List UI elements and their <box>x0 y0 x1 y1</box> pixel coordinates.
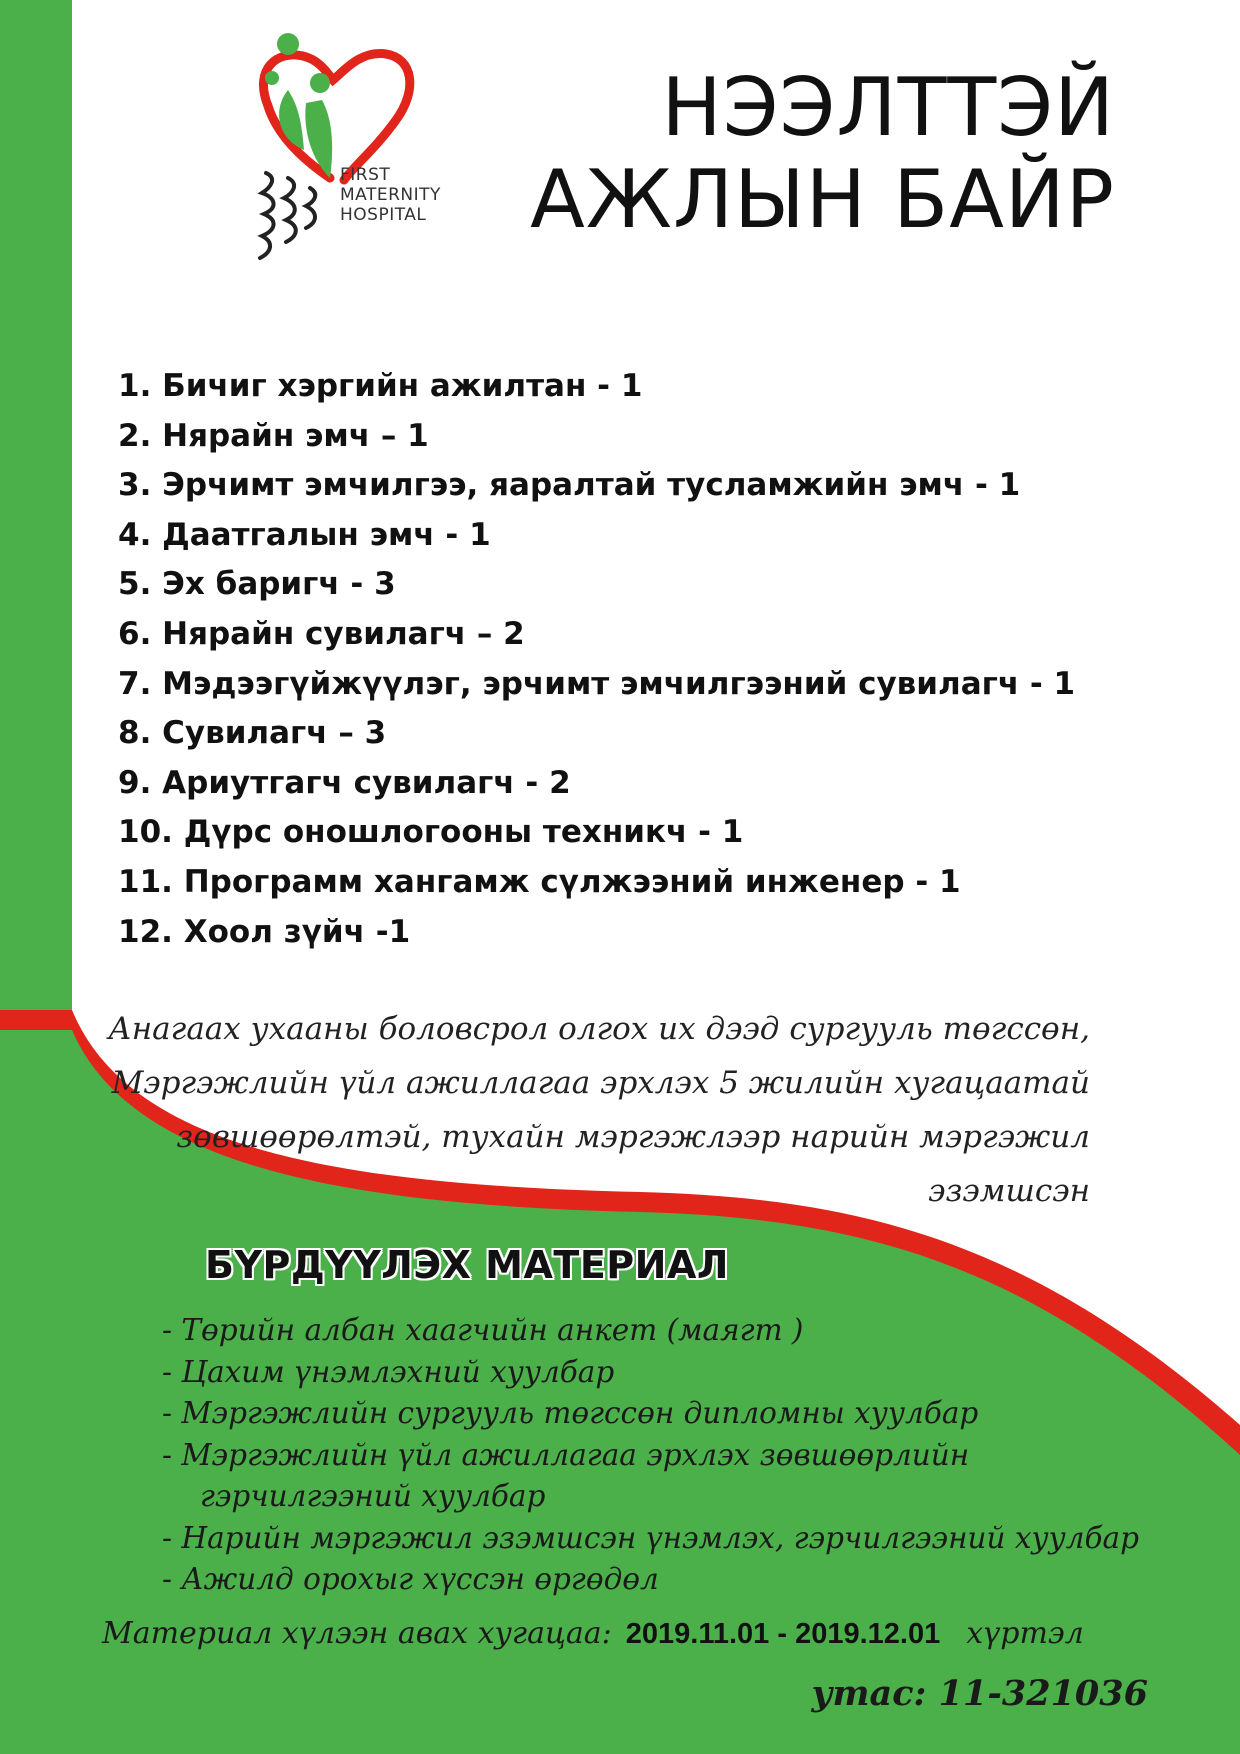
material-item: - Мэргэжлийн сургууль төгссөн дипломны хуулбар <box>162 1396 979 1430</box>
material-item-continued: гэрчилгээний хуулбар <box>200 1479 546 1513</box>
material-item: - Цахим үнэмлэхний хуулбар <box>162 1354 615 1389</box>
job-item: 10. Дүрс оношлогооны техникч - 1 <box>118 814 744 851</box>
job-item: 6. Нярайн сувилагч – 2 <box>118 615 525 652</box>
requirement-line: Анагаах ухааны боловсрол олгох их дээд сургууль төгссөн, <box>108 1011 1090 1047</box>
material-item: - Мэргэжлийн үйл ажиллагаа эрхлэх зөвшөөрлийн <box>162 1437 970 1472</box>
materials-list <box>162 1310 1139 1601</box>
materials-heading: БҮРДҮҮЛЭХ МАТЕРИАЛ <box>205 1243 729 1287</box>
job-item: 1. Бичиг хэргийн ажилтан - 1 <box>118 368 643 404</box>
job-list <box>118 362 1075 957</box>
requirement-text <box>90 1002 1090 1218</box>
material-item: - Ажилд орохыг хүссэн өргөдөл <box>162 1562 659 1596</box>
title-line-2: АЖЛЫН БАЙР <box>530 153 1115 246</box>
material-item: - Төрийн албан хаагчийн анкет (маягт ) <box>162 1313 804 1347</box>
job-item: 5. Эх баригч - 3 <box>118 566 396 603</box>
page-title <box>530 62 1115 246</box>
job-item: 4. Даатгалын эмч - 1 <box>118 516 491 553</box>
job-item: 3. Эрчимт эмчилгээ, яаралтай тусламжийн эмч - 1 <box>118 467 1021 504</box>
job-item: 8. Сувилагч – 3 <box>118 715 387 752</box>
job-item: 11. Программ хангамж сүлжээний инженер - 1 <box>118 863 961 900</box>
requirement-line: Мэргэжлийн үйл ажиллагаа эрхлэх 5 жилийн хугацаатай <box>111 1065 1090 1101</box>
logo-text <box>340 165 441 225</box>
job-item: 9. Ариутгагч сувилагч - 2 <box>118 764 571 801</box>
requirement-line: зөвшөөрөлтэй, тухайн мэргэжлээр нарийн мэргэжил <box>176 1119 1090 1155</box>
deadline-label: Материал хүлээн авах хугацаа: <box>102 1616 612 1651</box>
deadline-line <box>102 1612 1084 1656</box>
logo-line-1: FIRST <box>340 165 391 185</box>
hospital-logo-icon <box>248 28 478 268</box>
deadline-dates: 2019.11.01 - 2019.12.01 <box>625 1618 941 1650</box>
title-line-1: НЭЭЛТТЭЙ <box>661 61 1115 154</box>
deadline-suffix: хүртэл <box>966 1616 1084 1651</box>
job-item: 2. Нярайн эмч – 1 <box>118 417 429 454</box>
logo-line-3: HOSPITAL <box>340 205 427 225</box>
job-item: 12. Хоол зүйч -1 <box>118 913 411 950</box>
requirement-line: эзэмшсэн <box>928 1173 1090 1209</box>
material-item: - Нарийн мэргэжил эзэмшсэн үнэмлэх, гэрчилгээний хуулбар <box>162 1520 1140 1555</box>
job-item: 7. Мэдээгүйжүүлэг, эрчимт эмчилгээний сувилагч - 1 <box>118 665 1076 702</box>
logo-line-2: MATERNITY <box>340 185 441 205</box>
phone-number: утас: 11-321036 <box>811 1673 1148 1714</box>
